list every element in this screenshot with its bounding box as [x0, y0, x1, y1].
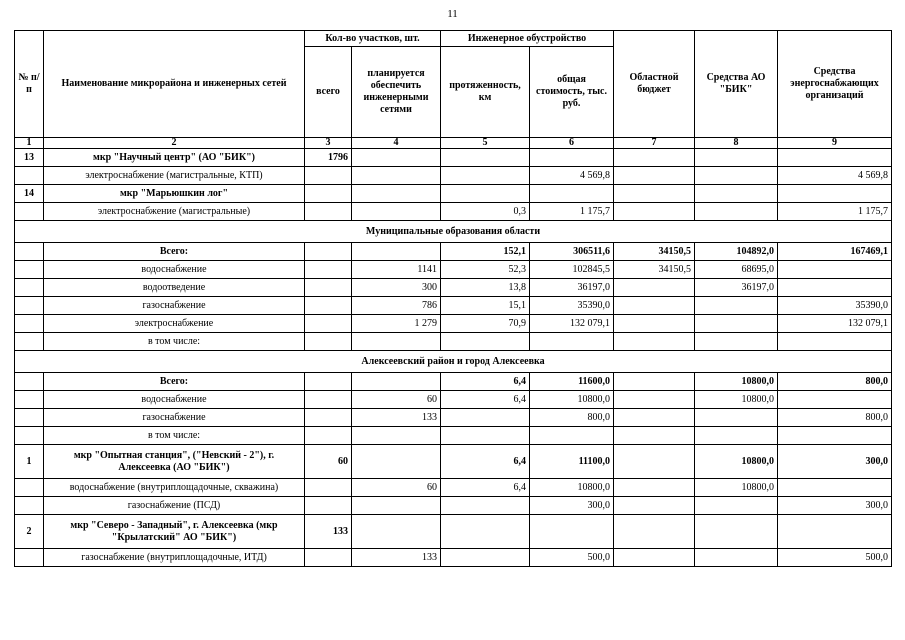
total-cost: 35390,0 [530, 297, 614, 315]
length-km: 6,4 [441, 391, 530, 409]
bik-funds [695, 167, 778, 185]
table-row [15, 203, 892, 221]
total-plots [305, 185, 352, 203]
bik-funds: 36197,0 [695, 279, 778, 297]
regional-budget: 34150,5 [614, 261, 695, 279]
header-bik: Средства АО "БИК" [695, 31, 778, 138]
length-km [441, 185, 530, 203]
column-number-row [15, 138, 892, 149]
bik-funds [695, 185, 778, 203]
energy-funds [778, 479, 892, 497]
row-number: 14 [15, 185, 44, 203]
bik-funds: 10800,0 [695, 479, 778, 497]
row-name: в том числе: [44, 427, 305, 445]
regional-budget [614, 391, 695, 409]
bik-funds [695, 549, 778, 567]
bik-funds: 10800,0 [695, 391, 778, 409]
regional-budget [614, 409, 695, 427]
planned-plots [352, 185, 441, 203]
table-row [15, 445, 892, 479]
energy-funds: 4 569,8 [778, 167, 892, 185]
row-number [15, 333, 44, 351]
length-km: 15,1 [441, 297, 530, 315]
table-row [15, 185, 892, 203]
energy-funds [778, 149, 892, 167]
total-plots [305, 297, 352, 315]
table-row [15, 333, 892, 351]
row-number [15, 297, 44, 315]
table-row [15, 497, 892, 515]
column-number: 5 [441, 138, 530, 149]
energy-funds [778, 333, 892, 351]
total-plots: 133 [305, 515, 352, 549]
row-name: электроснабжение (магистральные, КТП) [44, 167, 305, 185]
planned-plots: 133 [352, 549, 441, 567]
table-row [15, 261, 892, 279]
header-planned: планируется обеспечить инженерными сетями [352, 47, 441, 138]
row-number [15, 479, 44, 497]
length-km [441, 167, 530, 185]
regional-budget [614, 167, 695, 185]
planned-plots: 133 [352, 409, 441, 427]
total-cost [530, 427, 614, 445]
planned-plots: 60 [352, 391, 441, 409]
length-km [441, 149, 530, 167]
section-title: Муниципальные образования области [15, 221, 892, 243]
planned-plots [352, 497, 441, 515]
energy-funds: 167469,1 [778, 243, 892, 261]
row-name: газоснабжение (ПСД) [44, 497, 305, 515]
row-name: Всего: [44, 243, 305, 261]
length-km: 6,4 [441, 479, 530, 497]
planned-plots [352, 373, 441, 391]
header-infra-group: Инженерное обустройство [441, 31, 614, 47]
energy-funds: 132 079,1 [778, 315, 892, 333]
planned-plots: 1 279 [352, 315, 441, 333]
regional-budget [614, 549, 695, 567]
planned-plots [352, 243, 441, 261]
row-number [15, 167, 44, 185]
row-name: в том числе: [44, 333, 305, 351]
row-name: газоснабжение [44, 297, 305, 315]
total-cost: 306511,6 [530, 243, 614, 261]
energy-funds [778, 427, 892, 445]
total-cost: 1 175,7 [530, 203, 614, 221]
regional-budget [614, 373, 695, 391]
row-number: 1 [15, 445, 44, 479]
length-km: 6,4 [441, 445, 530, 479]
row-name: водоснабжение [44, 391, 305, 409]
row-number [15, 243, 44, 261]
planned-plots [352, 149, 441, 167]
table-row [15, 297, 892, 315]
regional-budget: 34150,5 [614, 243, 695, 261]
table-row [15, 515, 892, 549]
regional-budget [614, 315, 695, 333]
regional-budget [614, 203, 695, 221]
row-name: мкр "Научный центр" (АО "БИК") [44, 149, 305, 167]
regional-budget [614, 185, 695, 203]
bik-funds: 104892,0 [695, 243, 778, 261]
regional-budget [614, 333, 695, 351]
energy-funds: 35390,0 [778, 297, 892, 315]
length-km [441, 333, 530, 351]
total-cost: 800,0 [530, 409, 614, 427]
total-cost: 102845,5 [530, 261, 614, 279]
total-cost [530, 185, 614, 203]
row-number [15, 409, 44, 427]
engineering-infrastructure-table [14, 30, 892, 567]
planned-plots [352, 515, 441, 549]
section-title: Алексеевский район и город Алексеевка [15, 351, 892, 373]
header-length: протяженность, км [441, 47, 530, 138]
table-row [15, 149, 892, 167]
total-plots [305, 497, 352, 515]
total-cost [530, 515, 614, 549]
planned-plots [352, 427, 441, 445]
header-name: Наименование микрорайона и инженерных сетей [44, 31, 305, 138]
length-km [441, 427, 530, 445]
regional-budget [614, 515, 695, 549]
total-plots [305, 427, 352, 445]
length-km: 0,3 [441, 203, 530, 221]
table-row [15, 279, 892, 297]
section-header-row [15, 351, 892, 373]
total-cost: 11600,0 [530, 373, 614, 391]
total-plots: 60 [305, 445, 352, 479]
row-number [15, 549, 44, 567]
row-number [15, 279, 44, 297]
regional-budget [614, 427, 695, 445]
header-plots-group: Кол-во участков, шт. [305, 31, 441, 47]
length-km [441, 497, 530, 515]
total-cost: 500,0 [530, 549, 614, 567]
row-number [15, 497, 44, 515]
regional-budget [614, 149, 695, 167]
row-number: 13 [15, 149, 44, 167]
total-plots [305, 315, 352, 333]
total-cost: 36197,0 [530, 279, 614, 297]
row-number [15, 203, 44, 221]
energy-funds: 800,0 [778, 409, 892, 427]
planned-plots: 60 [352, 479, 441, 497]
table-row [15, 373, 892, 391]
bik-funds [695, 497, 778, 515]
planned-plots [352, 167, 441, 185]
bik-funds [695, 427, 778, 445]
row-number [15, 315, 44, 333]
length-km: 13,8 [441, 279, 530, 297]
header-total: всего [305, 47, 352, 138]
column-number: 1 [15, 138, 44, 149]
bik-funds [695, 409, 778, 427]
row-name: мкр "Северо - Западный", г. Алексеевка (мкр "Крылатский" АО "БИК") [44, 515, 305, 549]
length-km [441, 549, 530, 567]
bik-funds [695, 315, 778, 333]
length-km [441, 409, 530, 427]
row-number: 2 [15, 515, 44, 549]
header-regional: Областной бюджет [614, 31, 695, 138]
total-plots [305, 279, 352, 297]
column-number: 6 [530, 138, 614, 149]
section-header-row [15, 221, 892, 243]
table-row [15, 391, 892, 409]
table-row [15, 549, 892, 567]
row-number [15, 391, 44, 409]
row-name: мкр "Опытная станция", ("Невский - 2"), г. Алексеевка (АО "БИК") [44, 445, 305, 479]
total-cost: 10800,0 [530, 479, 614, 497]
total-cost [530, 149, 614, 167]
regional-budget [614, 497, 695, 515]
length-km: 52,3 [441, 261, 530, 279]
total-plots [305, 167, 352, 185]
length-km [441, 515, 530, 549]
bik-funds [695, 149, 778, 167]
planned-plots: 1141 [352, 261, 441, 279]
regional-budget [614, 479, 695, 497]
total-cost: 4 569,8 [530, 167, 614, 185]
regional-budget [614, 445, 695, 479]
planned-plots [352, 333, 441, 351]
length-km: 6,4 [441, 373, 530, 391]
column-number: 2 [44, 138, 305, 149]
bik-funds [695, 297, 778, 315]
energy-funds [778, 515, 892, 549]
planned-plots [352, 445, 441, 479]
energy-funds [778, 391, 892, 409]
energy-funds: 500,0 [778, 549, 892, 567]
bik-funds [695, 333, 778, 351]
energy-funds: 1 175,7 [778, 203, 892, 221]
total-plots [305, 203, 352, 221]
total-plots [305, 243, 352, 261]
total-cost: 132 079,1 [530, 315, 614, 333]
row-name: электроснабжение [44, 315, 305, 333]
column-number: 8 [695, 138, 778, 149]
energy-funds: 800,0 [778, 373, 892, 391]
total-plots [305, 479, 352, 497]
bik-funds: 68695,0 [695, 261, 778, 279]
planned-plots: 786 [352, 297, 441, 315]
planned-plots: 300 [352, 279, 441, 297]
energy-funds [778, 261, 892, 279]
row-name: водоотведение [44, 279, 305, 297]
regional-budget [614, 297, 695, 315]
energy-funds: 300,0 [778, 445, 892, 479]
row-name: газоснабжение [44, 409, 305, 427]
row-number [15, 373, 44, 391]
total-plots [305, 549, 352, 567]
table-row [15, 409, 892, 427]
energy-funds [778, 185, 892, 203]
energy-funds [778, 279, 892, 297]
planned-plots [352, 203, 441, 221]
header-cost: общая стоимость, тыс. руб. [530, 47, 614, 138]
column-number: 3 [305, 138, 352, 149]
table-row [15, 315, 892, 333]
table-row [15, 427, 892, 445]
bik-funds: 10800,0 [695, 445, 778, 479]
total-cost [530, 333, 614, 351]
bik-funds [695, 203, 778, 221]
row-name: электроснабжение (магистральные) [44, 203, 305, 221]
length-km: 152,1 [441, 243, 530, 261]
row-number [15, 261, 44, 279]
total-plots [305, 391, 352, 409]
table-row [15, 243, 892, 261]
total-cost: 11100,0 [530, 445, 614, 479]
total-plots: 1796 [305, 149, 352, 167]
total-cost: 300,0 [530, 497, 614, 515]
bik-funds [695, 515, 778, 549]
row-name: газоснабжение (внутриплощадочные, ИТД) [44, 549, 305, 567]
total-plots [305, 261, 352, 279]
total-plots [305, 373, 352, 391]
page-number: 11 [447, 8, 458, 20]
length-km: 70,9 [441, 315, 530, 333]
bik-funds: 10800,0 [695, 373, 778, 391]
table-row [15, 479, 892, 497]
column-number: 9 [778, 138, 892, 149]
row-number [15, 427, 44, 445]
column-number: 4 [352, 138, 441, 149]
total-plots [305, 333, 352, 351]
total-plots [305, 409, 352, 427]
column-number: 7 [614, 138, 695, 149]
header-energy: Средства энергоснабжающих организаций [778, 31, 892, 138]
regional-budget [614, 279, 695, 297]
table-row [15, 167, 892, 185]
header-num: № п/п [15, 31, 44, 138]
row-name: водоснабжение [44, 261, 305, 279]
total-cost: 10800,0 [530, 391, 614, 409]
row-name: мкр "Марьюшкин лог" [44, 185, 305, 203]
row-name: водоснабжение (внутриплощадочные, скважина) [44, 479, 305, 497]
row-name: Всего: [44, 373, 305, 391]
energy-funds: 300,0 [778, 497, 892, 515]
